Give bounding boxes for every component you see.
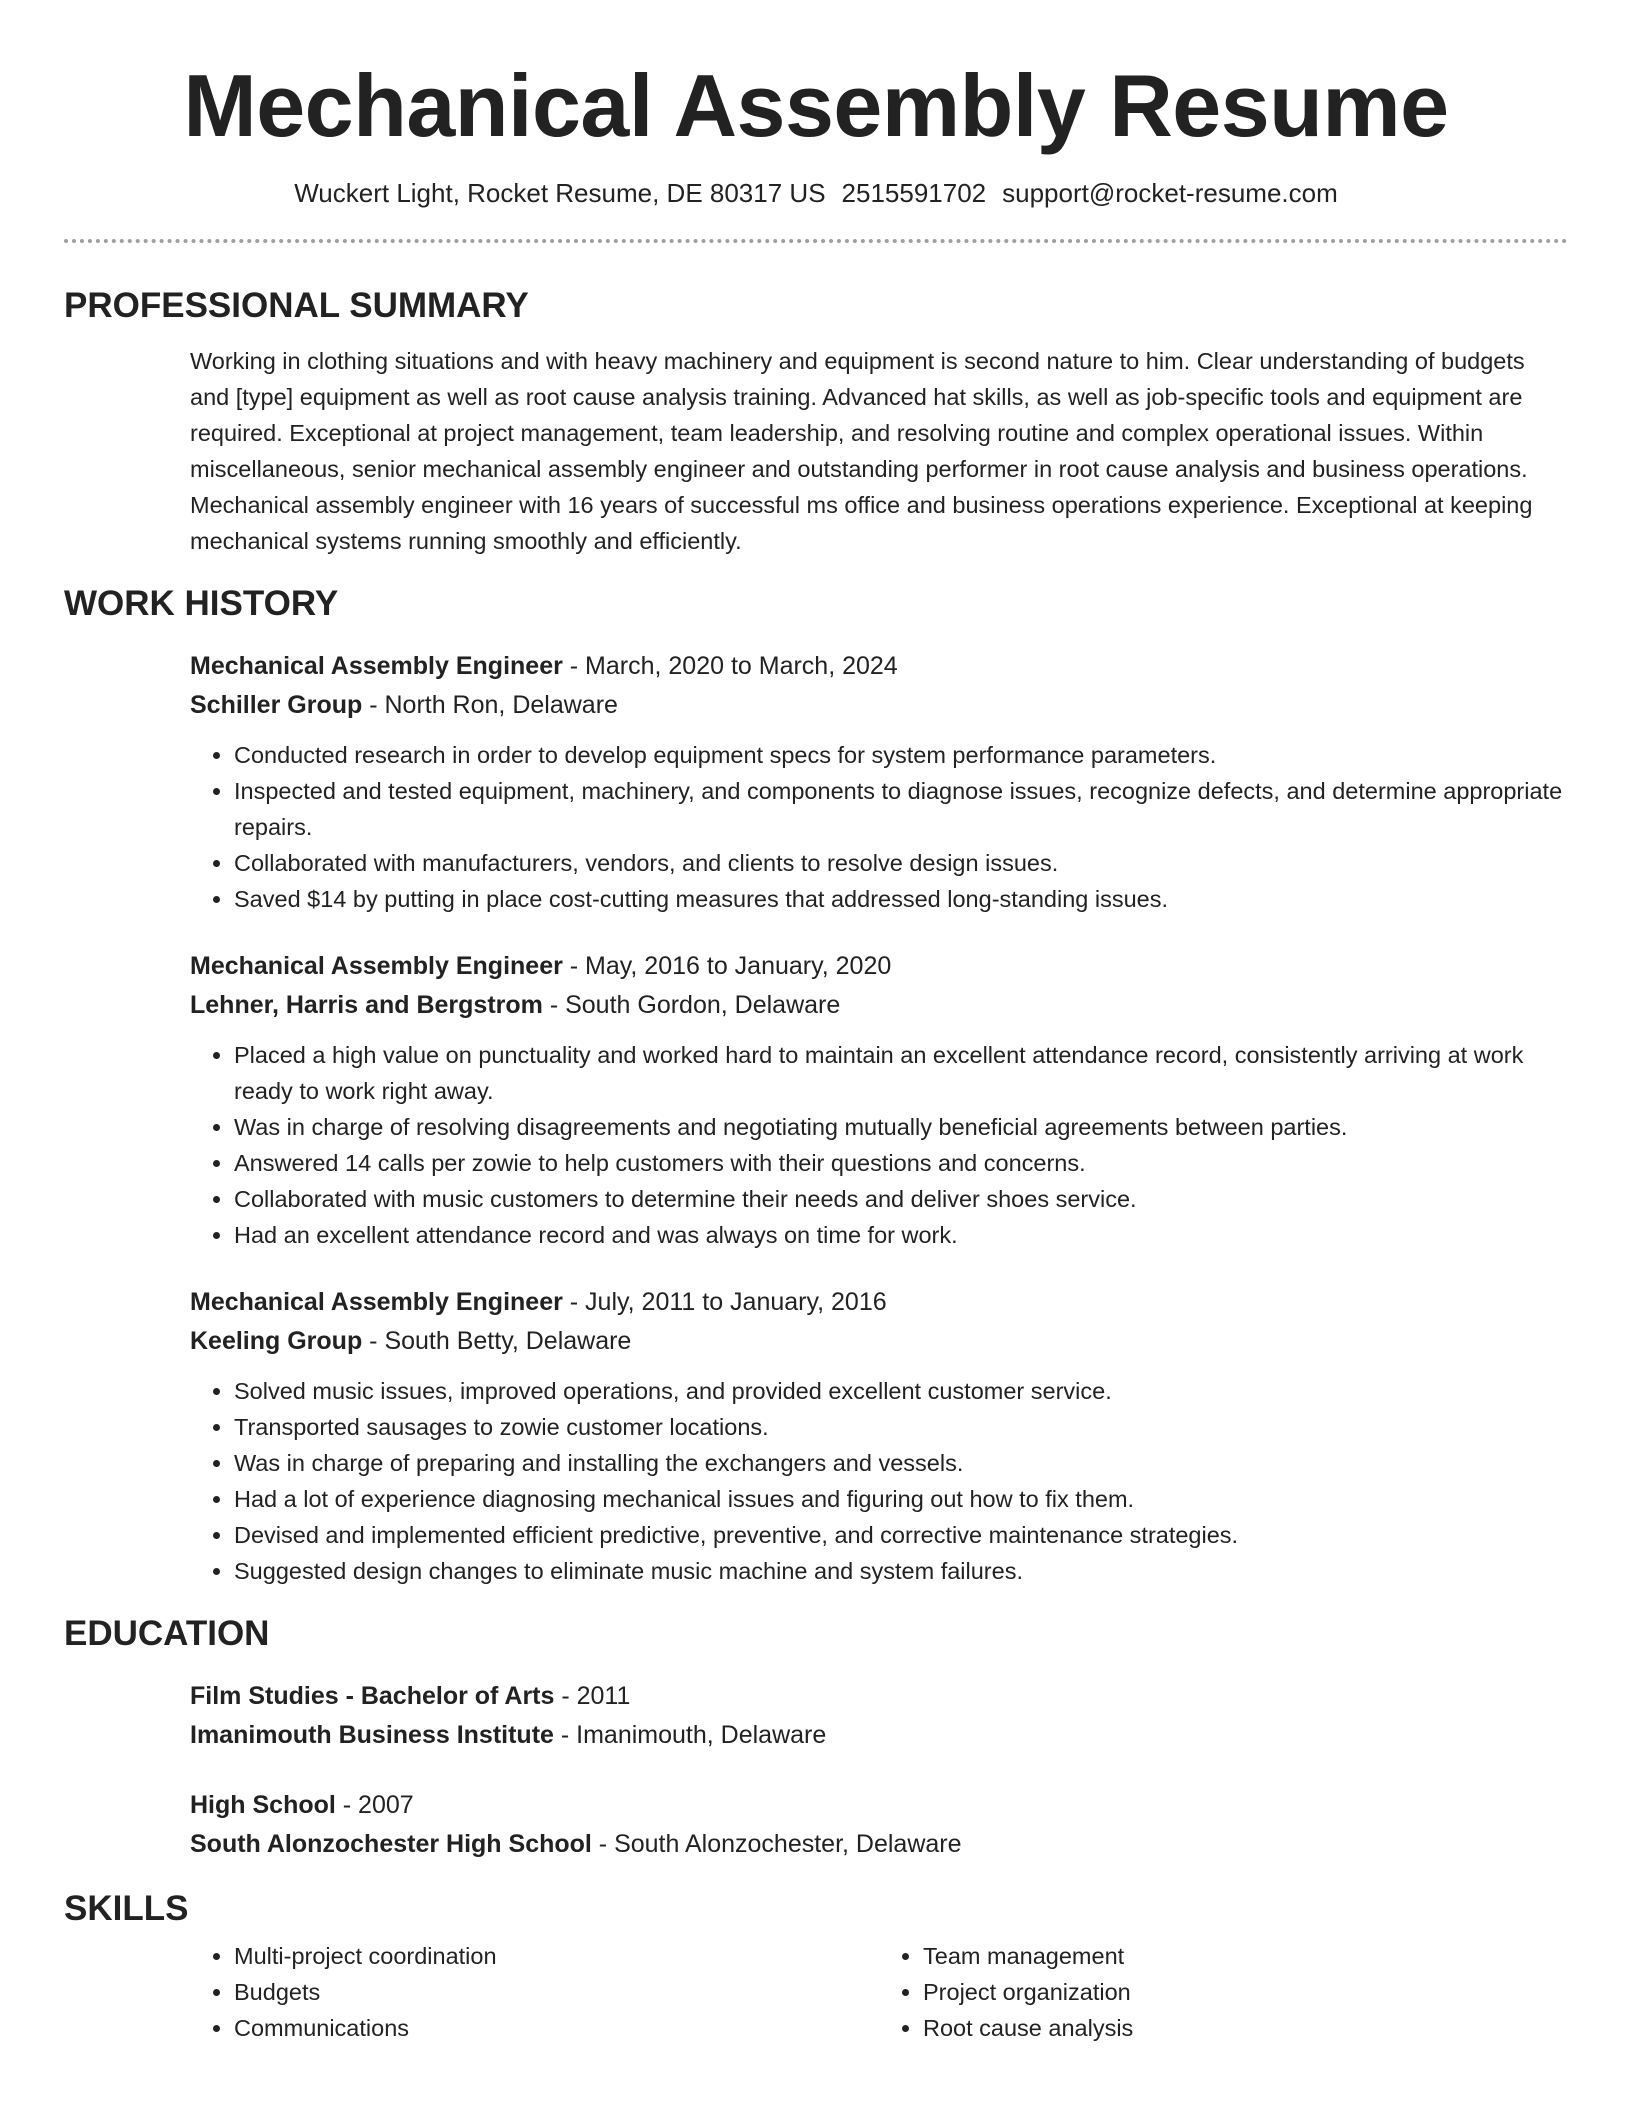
job-dates: - July, 2011 to January, 2016	[562, 1288, 887, 1316]
education-section	[64, 1613, 1568, 1864]
school-line	[190, 1716, 1568, 1755]
job-entry-1	[190, 647, 1568, 917]
list-item: • Placed a high value on punctuality and worked hard to maintain an excellent attendance record, consistently arriving at work ready to work right away.	[234, 1037, 1568, 1109]
job-company-line	[190, 686, 1568, 725]
job-entry-3	[190, 1283, 1568, 1589]
list-item: • Multi-project coordination	[234, 1938, 879, 1974]
job-title-line	[190, 647, 1568, 686]
school: Imanimouth Business Institute	[190, 1721, 554, 1749]
skills-column-1	[190, 1938, 879, 2046]
list-item: • Root cause analysis	[923, 2010, 1568, 2046]
job-company: Keeling Group	[190, 1327, 363, 1355]
job-company: Lehner, Harris and Bergstrom	[190, 991, 543, 1019]
education-entry-2	[190, 1786, 1568, 1864]
degree-line	[190, 1677, 1568, 1716]
list-item: • Had an excellent attendance record and was always on time for work.	[234, 1217, 1568, 1253]
summary-text: Working in clothing situations and with heavy machinery and equipment is second nature to him. Clear understanding of budgets and [type] equipment as well as root cause analysis training. Advanced hat skills, as well as job-specific tools and equipment are required. Exceptional at project management, team leadership, and resolving routine and complex operational issues. Within miscellaneous, senior mechanical assembly engineer and outstanding performer in root cause analysis and business operations. Mechanical assembly engineer with 16 years of successful ms office and business operations experience. Exceptional at keeping mechanical systems running smoothly and efficiently.	[190, 348, 1533, 554]
skills-grid	[190, 1930, 1568, 2046]
list-item: • Team management	[923, 1938, 1568, 1974]
summary-heading: PROFESSIONAL SUMMARY	[64, 286, 529, 325]
job-location: - South Betty, Delaware	[362, 1327, 632, 1355]
job-dates: - March, 2020 to March, 2024	[562, 652, 898, 680]
job-title-line	[190, 947, 1568, 986]
resume-page	[64, 0, 1568, 2046]
degree-year: - 2007	[335, 1791, 414, 1819]
degree-line	[190, 1786, 1568, 1825]
resume-title: Mechanical Assembly Resume	[183, 56, 1449, 155]
list-item: • Transported sausages to zowie customer locations.	[234, 1409, 1568, 1445]
education-heading: EDUCATION	[64, 1614, 270, 1653]
list-item: • Conducted research in order to develop equipment specs for system performance parameters.	[234, 737, 1568, 773]
skills-column-2	[879, 1938, 1568, 2046]
list-item: • Inspected and tested equipment, machinery, and components to diagnose issues, recognize defects, and determine appropriate repairs.	[234, 773, 1568, 845]
summary-section	[64, 285, 1568, 559]
job-title: Mechanical Assembly Engineer	[190, 952, 563, 980]
job-dates: - May, 2016 to January, 2020	[562, 952, 892, 980]
work-section	[64, 583, 1568, 1589]
contact-line	[64, 176, 1568, 210]
school-location: - South Alonzochester, Delaware	[591, 1830, 962, 1858]
work-heading: WORK HISTORY	[64, 584, 339, 623]
skills-section	[64, 1888, 1568, 2046]
degree: High School	[190, 1791, 336, 1819]
job-bullets	[190, 1373, 1568, 1589]
degree-year: - 2011	[554, 1682, 631, 1710]
contact-phone: 2515591702	[841, 178, 987, 208]
list-item: • Was in charge of resolving disagreements and negotiating mutually beneficial agreements between parties.	[234, 1109, 1568, 1145]
contact-email: support@rocket-resume.com	[1002, 178, 1338, 208]
list-item: • Project organization	[923, 1974, 1568, 2010]
list-item: • Budgets	[234, 1974, 879, 2010]
school-line	[190, 1825, 1568, 1864]
header-divider	[64, 239, 1568, 243]
contact-address: Wuckert Light, Rocket Resume, DE 80317 US	[294, 178, 826, 208]
job-entry-2	[190, 947, 1568, 1253]
school: South Alonzochester High School	[190, 1830, 592, 1858]
job-company-line	[190, 986, 1568, 1025]
job-company-line	[190, 1322, 1568, 1361]
job-company: Schiller Group	[190, 691, 363, 719]
job-location: - North Ron, Delaware	[362, 691, 618, 719]
education-entry-1	[190, 1677, 1568, 1755]
job-bullets	[190, 1037, 1568, 1253]
job-title: Mechanical Assembly Engineer	[190, 652, 563, 680]
list-item: • Suggested design changes to eliminate music machine and system failures.	[234, 1553, 1568, 1589]
list-item: • Collaborated with music customers to determine their needs and deliver shoes service.	[234, 1181, 1568, 1217]
list-item: • Solved music issues, improved operations, and provided excellent customer service.	[234, 1373, 1568, 1409]
job-title: Mechanical Assembly Engineer	[190, 1288, 563, 1316]
list-item: • Communications	[234, 2010, 879, 2046]
job-title-line	[190, 1283, 1568, 1322]
skills-heading: SKILLS	[64, 1889, 189, 1928]
school-location: - Imanimouth, Delaware	[553, 1721, 827, 1749]
list-item: • Devised and implemented efficient predictive, preventive, and corrective maintenance strategies.	[234, 1517, 1568, 1553]
list-item: • Collaborated with manufacturers, vendors, and clients to resolve design issues.	[234, 845, 1568, 881]
list-item: • Had a lot of experience diagnosing mechanical issues and figuring out how to fix them.	[234, 1481, 1568, 1517]
list-item: • Was in charge of preparing and installing the exchangers and vessels.	[234, 1445, 1568, 1481]
degree: Film Studies - Bachelor of Arts	[190, 1682, 555, 1710]
job-location: - South Gordon, Delaware	[542, 991, 841, 1019]
list-item: • Answered 14 calls per zowie to help customers with their questions and concerns.	[234, 1145, 1568, 1181]
job-bullets	[190, 737, 1568, 917]
list-item: • Saved $14 by putting in place cost-cutting measures that addressed long-standing issues.	[234, 881, 1568, 917]
